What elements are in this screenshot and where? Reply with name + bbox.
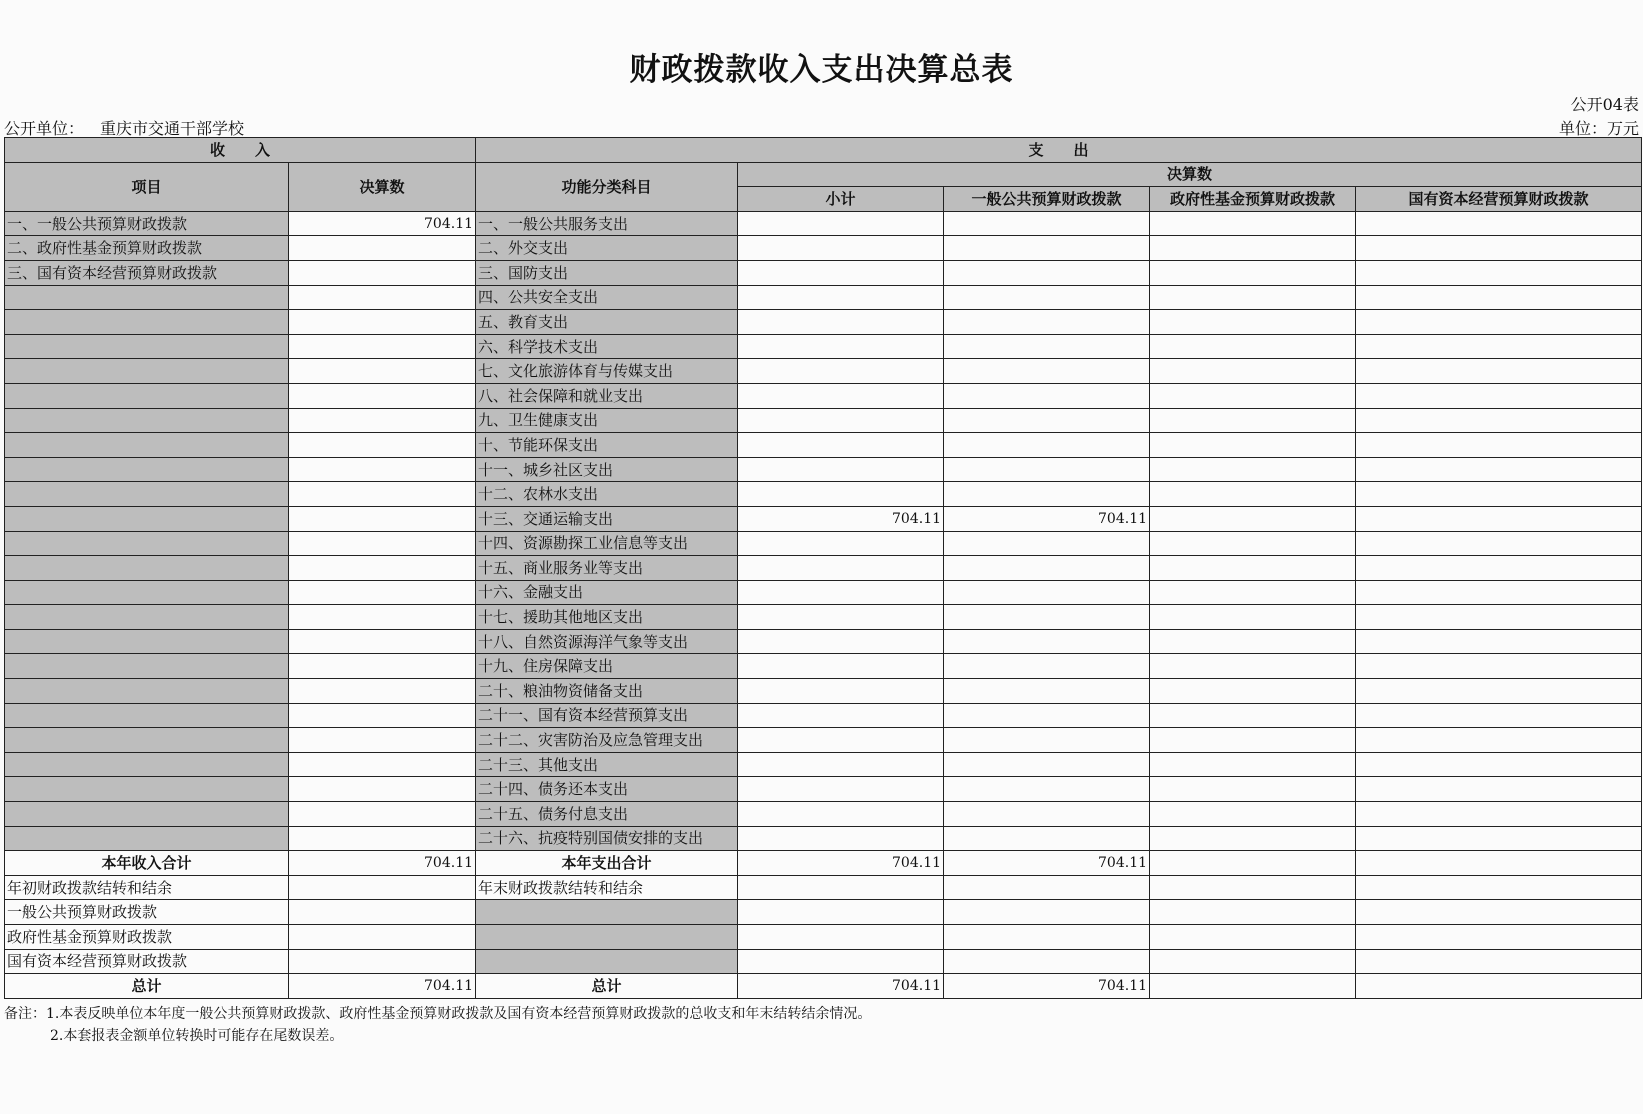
expense-item-cell: 十八、自然资源海洋气象等支出 — [476, 629, 738, 654]
subtotal-cell — [738, 433, 944, 458]
subtotal-cell — [738, 605, 944, 630]
state-capital-cell — [1356, 802, 1642, 827]
income-amount-cell — [289, 605, 476, 630]
income-item-cell — [5, 433, 289, 458]
income-amount-cell — [289, 629, 476, 654]
begin-general-row — [5, 900, 1642, 925]
table-row — [5, 679, 1642, 704]
income-amount-cell — [289, 777, 476, 802]
expense-item-cell: 十、节能环保支出 — [476, 433, 738, 458]
state-capital-cell — [1356, 260, 1642, 285]
grand-expense-gov-fund — [1150, 974, 1356, 999]
table-row — [5, 260, 1642, 285]
gov-fund-cell — [1150, 531, 1356, 556]
income-amount-cell — [289, 408, 476, 433]
income-amount-cell — [289, 482, 476, 507]
table-row — [5, 752, 1642, 777]
table-row — [5, 605, 1642, 630]
income-item-cell — [5, 383, 289, 408]
income-amount-cell — [289, 703, 476, 728]
subtotal-cell — [738, 580, 944, 605]
table-row — [5, 580, 1642, 605]
state-capital-cell — [1356, 408, 1642, 433]
table-row — [5, 383, 1642, 408]
subtotal-cell — [738, 531, 944, 556]
org-label: 公开单位： — [4, 119, 85, 138]
income-amount-cell — [289, 359, 476, 384]
state-capital-cell — [1356, 703, 1642, 728]
income-amount-cell — [289, 383, 476, 408]
expense-item-cell: 三、国防支出 — [476, 260, 738, 285]
state-capital-cell — [1356, 531, 1642, 556]
state-capital-cell — [1356, 629, 1642, 654]
expense-item-cell: 五、教育支出 — [476, 310, 738, 335]
begin-general-row-amount — [289, 900, 476, 925]
end-balance-subtotal — [738, 875, 944, 900]
state-capital-cell — [1356, 236, 1642, 261]
gov-fund-cell — [1150, 580, 1356, 605]
begin-general-row-label: 一般公共预算财政拨款 — [5, 900, 289, 925]
expense-item-cell: 十二、农林水支出 — [476, 482, 738, 507]
income-item-cell — [5, 580, 289, 605]
begin-general-row-general — [944, 900, 1150, 925]
begin-gov-fund-row-label: 政府性基金预算财政拨款 — [5, 925, 289, 950]
header-row-2 — [5, 162, 1642, 187]
general-budget-header: 一般公共预算财政拨款 — [944, 187, 1150, 212]
table-row — [5, 433, 1642, 458]
notes — [4, 1003, 871, 1047]
general-budget-cell — [944, 383, 1150, 408]
state-capital-cell — [1356, 310, 1642, 335]
income-item-cell — [5, 826, 289, 851]
general-budget-cell — [944, 654, 1150, 679]
table-row — [5, 703, 1642, 728]
gov-fund-cell — [1150, 334, 1356, 359]
income-amount-cell — [289, 310, 476, 335]
begin-gov-fund-row-state — [1356, 925, 1642, 950]
end-balance-label: 年末财政拨款结转和结余 — [476, 875, 738, 900]
expense-header: 支 出 — [476, 138, 1642, 163]
gov-fund-cell — [1150, 211, 1356, 236]
income-item-cell — [5, 728, 289, 753]
subtotal-cell — [738, 408, 944, 433]
org-info — [4, 116, 244, 139]
state-capital-cell — [1356, 334, 1642, 359]
general-budget-cell — [944, 802, 1150, 827]
general-budget-cell — [944, 310, 1150, 335]
income-amount-cell — [289, 457, 476, 482]
subtotal-cell — [738, 236, 944, 261]
subtotal-cell — [738, 752, 944, 777]
gov-fund-cell — [1150, 703, 1356, 728]
expense-item-cell: 九、卫生健康支出 — [476, 408, 738, 433]
begin-gov-fund-row-amount — [289, 925, 476, 950]
income-amount-cell — [289, 802, 476, 827]
expense-item-cell: 十九、住房保障支出 — [476, 654, 738, 679]
table-row — [5, 359, 1642, 384]
income-amount-cell — [289, 679, 476, 704]
subtotal-cell — [738, 826, 944, 851]
year-income-label: 本年收入合计 — [5, 851, 289, 876]
grand-income-label: 总计 — [5, 974, 289, 999]
begin-general-row-subtotal — [738, 900, 944, 925]
income-amount-cell — [289, 826, 476, 851]
gov-fund-cell — [1150, 629, 1356, 654]
income-header: 收 入 — [5, 138, 476, 163]
gov-fund-cell — [1150, 777, 1356, 802]
expense-item-cell: 二十六、抗疫特别国债安排的支出 — [476, 826, 738, 851]
grand-expense-state — [1356, 974, 1642, 999]
gov-fund-header: 政府性基金预算财政拨款 — [1150, 187, 1356, 212]
income-item-cell — [5, 752, 289, 777]
income-item-cell — [5, 802, 289, 827]
unit-label: 单位：万元 — [1558, 119, 1639, 138]
state-capital-cell — [1356, 285, 1642, 310]
income-item-cell — [5, 285, 289, 310]
org-name: 重庆市交通干部学校 — [100, 119, 245, 138]
income-item-cell — [5, 310, 289, 335]
subtotal-header: 小计 — [738, 187, 944, 212]
state-capital-cell — [1356, 359, 1642, 384]
expense-item-cell: 十四、资源勘探工业信息等支出 — [476, 531, 738, 556]
begin-gov-fund-row — [5, 925, 1642, 950]
table-row — [5, 506, 1642, 531]
gov-fund-cell — [1150, 310, 1356, 335]
year-income-amount: 704.11 — [289, 851, 476, 876]
table-row — [5, 728, 1642, 753]
expense-item-cell: 二十三、其他支出 — [476, 752, 738, 777]
item-header: 项目 — [5, 162, 289, 211]
income-item-cell — [5, 531, 289, 556]
general-budget-cell — [944, 482, 1150, 507]
gov-fund-cell — [1150, 285, 1356, 310]
table-row — [5, 531, 1642, 556]
state-capital-cell — [1356, 506, 1642, 531]
gov-fund-cell — [1150, 359, 1356, 384]
begin-balance-label: 年初财政拨款结转和结余 — [5, 875, 289, 900]
begin-gov-fund-row-general — [944, 925, 1150, 950]
general-budget-cell — [944, 826, 1150, 851]
grand-expense-label: 总计 — [476, 974, 738, 999]
income-item-cell — [5, 408, 289, 433]
income-amount-cell — [289, 236, 476, 261]
general-budget-cell — [944, 605, 1150, 630]
income-item-cell — [5, 556, 289, 581]
income-amount-cell — [289, 285, 476, 310]
gov-fund-cell — [1150, 802, 1356, 827]
gov-fund-cell — [1150, 260, 1356, 285]
income-amount-cell: 704.11 — [289, 211, 476, 236]
state-capital-cell — [1356, 556, 1642, 581]
begin-state-row-label: 国有资本经营预算财政拨款 — [5, 949, 289, 974]
header-row-1 — [5, 138, 1642, 163]
state-capital-cell — [1356, 752, 1642, 777]
expense-item-cell: 二、外交支出 — [476, 236, 738, 261]
general-budget-cell — [944, 285, 1150, 310]
gov-fund-cell — [1150, 605, 1356, 630]
gov-fund-cell — [1150, 826, 1356, 851]
begin-general-row-state — [1356, 900, 1642, 925]
begin-state-row-amount — [289, 949, 476, 974]
table-row — [5, 826, 1642, 851]
income-item-cell — [5, 506, 289, 531]
note-line-1: 备注：1.本表反映单位本年度一般公共预算财政拨款、政府性基金预算财政拨款及国有资本经营预算财政拨款的总收支和年末结转结余情况。 — [4, 1006, 872, 1022]
income-amount-cell — [289, 506, 476, 531]
general-budget-cell — [944, 703, 1150, 728]
income-amount-cell — [289, 728, 476, 753]
subtotal-cell — [738, 482, 944, 507]
income-item-cell — [5, 334, 289, 359]
begin-state-row-gov-fund — [1150, 949, 1356, 974]
state-capital-cell — [1356, 211, 1642, 236]
begin-general-row-expense-item — [476, 900, 738, 925]
end-balance-state — [1356, 875, 1642, 900]
subtotal-cell — [738, 383, 944, 408]
expense-item-cell: 二十四、债务还本支出 — [476, 777, 738, 802]
grand-income-amount: 704.11 — [289, 974, 476, 999]
subtotal-cell — [738, 679, 944, 704]
balance-row — [5, 875, 1642, 900]
expense-item-cell: 十一、城乡社区支出 — [476, 457, 738, 482]
gov-fund-cell — [1150, 654, 1356, 679]
year-expense-label: 本年支出合计 — [476, 851, 738, 876]
year-expense-gov-fund — [1150, 851, 1356, 876]
func-category-header: 功能分类科目 — [476, 162, 738, 211]
income-item-cell — [5, 457, 289, 482]
gov-fund-cell — [1150, 433, 1356, 458]
gov-fund-cell — [1150, 728, 1356, 753]
page-title: 财政拨款收入支出决算总表 — [629, 52, 1014, 88]
income-amount-cell — [289, 334, 476, 359]
expense-item-cell: 六、科学技术支出 — [476, 334, 738, 359]
general-budget-cell — [944, 211, 1150, 236]
begin-state-row-state — [1356, 949, 1642, 974]
state-capital-cell — [1356, 580, 1642, 605]
general-budget-cell — [944, 531, 1150, 556]
state-capital-cell — [1356, 826, 1642, 851]
subtotal-cell — [738, 457, 944, 482]
begin-gov-fund-row-gov-fund — [1150, 925, 1356, 950]
subtotal-cell — [738, 334, 944, 359]
expense-item-cell: 二十一、国有资本经营预算支出 — [476, 703, 738, 728]
state-capital-cell — [1356, 482, 1642, 507]
state-capital-cell — [1356, 605, 1642, 630]
state-capital-header: 国有资本经营预算财政拨款 — [1356, 187, 1642, 212]
table-row — [5, 457, 1642, 482]
subtotal-cell: 704.11 — [738, 506, 944, 531]
general-budget-cell — [944, 752, 1150, 777]
expense-item-cell: 八、社会保障和就业支出 — [476, 383, 738, 408]
general-budget-cell: 704.11 — [944, 506, 1150, 531]
income-amount-cell — [289, 260, 476, 285]
subtotal-cell — [738, 802, 944, 827]
gov-fund-cell — [1150, 383, 1356, 408]
expense-item-cell: 四、公共安全支出 — [476, 285, 738, 310]
table-row — [5, 310, 1642, 335]
grand-total-row — [5, 974, 1642, 999]
expense-item-cell: 二十、粮油物资储备支出 — [476, 679, 738, 704]
gov-fund-cell — [1150, 752, 1356, 777]
income-amount-cell — [289, 531, 476, 556]
state-capital-cell — [1356, 654, 1642, 679]
expense-item-cell: 十七、援助其他地区支出 — [476, 605, 738, 630]
table-row — [5, 285, 1642, 310]
income-item-cell: 一、一般公共预算财政拨款 — [5, 211, 289, 236]
subtotal-cell — [738, 359, 944, 384]
general-budget-cell — [944, 236, 1150, 261]
state-capital-cell — [1356, 383, 1642, 408]
general-budget-cell — [944, 334, 1150, 359]
income-item-cell — [5, 654, 289, 679]
year-expense-general: 704.11 — [944, 851, 1150, 876]
amount-header: 决算数 — [289, 162, 476, 211]
begin-gov-fund-row-subtotal — [738, 925, 944, 950]
state-capital-cell — [1356, 433, 1642, 458]
gov-fund-cell — [1150, 457, 1356, 482]
general-budget-cell — [944, 260, 1150, 285]
subtotal-cell — [738, 285, 944, 310]
income-item-cell — [5, 703, 289, 728]
general-budget-cell — [944, 556, 1150, 581]
subtotal-cell — [738, 260, 944, 285]
begin-general-row-gov-fund — [1150, 900, 1356, 925]
budget-table — [4, 137, 1642, 999]
gov-fund-cell — [1150, 236, 1356, 261]
income-item-cell: 二、政府性基金预算财政拨款 — [5, 236, 289, 261]
income-item-cell — [5, 629, 289, 654]
final-amount-header: 决算数 — [738, 162, 1642, 187]
table-row — [5, 482, 1642, 507]
subtotal-cell — [738, 211, 944, 236]
end-balance-gov-fund — [1150, 875, 1356, 900]
income-item-cell — [5, 777, 289, 802]
general-budget-cell — [944, 679, 1150, 704]
income-amount-cell — [289, 752, 476, 777]
subtotal-cell — [738, 654, 944, 679]
subtotal-cell — [738, 629, 944, 654]
table-row — [5, 408, 1642, 433]
year-expense-subtotal: 704.11 — [738, 851, 944, 876]
expense-item-cell: 十六、金融支出 — [476, 580, 738, 605]
expense-item-cell: 七、文化旅游体育与传媒支出 — [476, 359, 738, 384]
general-budget-cell — [944, 433, 1150, 458]
grand-expense-subtotal: 704.11 — [738, 974, 944, 999]
begin-state-row-subtotal — [738, 949, 944, 974]
subtotal-cell — [738, 777, 944, 802]
state-capital-cell — [1356, 728, 1642, 753]
subtotal-cell — [738, 556, 944, 581]
income-item-cell — [5, 482, 289, 507]
expense-item-cell: 十三、交通运输支出 — [476, 506, 738, 531]
general-budget-cell — [944, 408, 1150, 433]
begin-state-row — [5, 949, 1642, 974]
table-row — [5, 629, 1642, 654]
table-row — [5, 211, 1642, 236]
general-budget-cell — [944, 580, 1150, 605]
note-line-2: 2.本套报表金额单位转换时可能存在尾数误差。 — [50, 1028, 344, 1044]
end-balance-general — [944, 875, 1150, 900]
expense-item-cell: 十五、商业服务业等支出 — [476, 556, 738, 581]
general-budget-cell — [944, 777, 1150, 802]
gov-fund-cell — [1150, 482, 1356, 507]
income-item-cell — [5, 679, 289, 704]
income-item-cell — [5, 605, 289, 630]
form-number: 公开04表 — [1570, 95, 1639, 114]
table-row — [5, 556, 1642, 581]
income-amount-cell — [289, 433, 476, 458]
expense-item-cell: 二十二、灾害防治及应急管理支出 — [476, 728, 738, 753]
expense-item-cell: 二十五、债务付息支出 — [476, 802, 738, 827]
subtotal-cell — [738, 310, 944, 335]
income-item-cell — [5, 359, 289, 384]
gov-fund-cell — [1150, 408, 1356, 433]
begin-balance-amount — [289, 875, 476, 900]
expense-item-cell: 一、一般公共服务支出 — [476, 211, 738, 236]
table-row — [5, 654, 1642, 679]
table-row — [5, 236, 1642, 261]
subtotal-cell — [738, 728, 944, 753]
gov-fund-cell — [1150, 506, 1356, 531]
subtotal-cell — [738, 703, 944, 728]
general-budget-cell — [944, 457, 1150, 482]
income-amount-cell — [289, 556, 476, 581]
year-total-row — [5, 851, 1642, 876]
gov-fund-cell — [1150, 679, 1356, 704]
state-capital-cell — [1356, 777, 1642, 802]
state-capital-cell — [1356, 679, 1642, 704]
begin-gov-fund-row-expense-item — [476, 925, 738, 950]
table-row — [5, 334, 1642, 359]
state-capital-cell — [1356, 457, 1642, 482]
table-row — [5, 777, 1642, 802]
general-budget-cell — [944, 359, 1150, 384]
gov-fund-cell — [1150, 556, 1356, 581]
year-expense-state — [1356, 851, 1642, 876]
begin-state-row-expense-item — [476, 949, 738, 974]
income-item-cell: 三、国有资本经营预算财政拨款 — [5, 260, 289, 285]
general-budget-cell — [944, 629, 1150, 654]
grand-expense-general: 704.11 — [944, 974, 1150, 999]
general-budget-cell — [944, 728, 1150, 753]
begin-state-row-general — [944, 949, 1150, 974]
income-amount-cell — [289, 580, 476, 605]
income-amount-cell — [289, 654, 476, 679]
table-row — [5, 802, 1642, 827]
